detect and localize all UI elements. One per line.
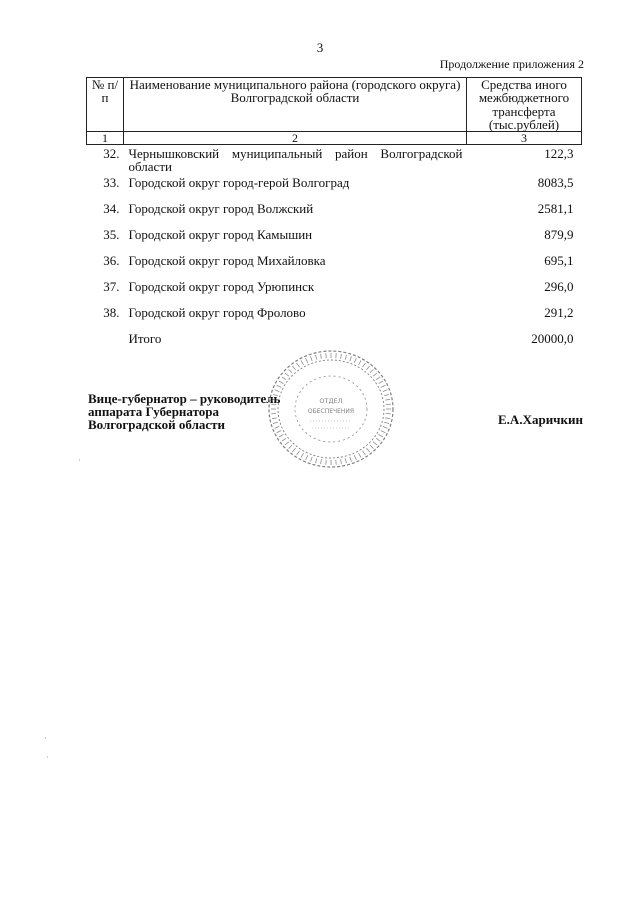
seal-ring-mark [289,445,293,449]
table-row [87,145,582,177]
row-number: 36. [103,253,120,268]
row-number: 33. [103,175,120,190]
row-amount: 879,9 [544,227,574,242]
row-amount: 296,0 [544,279,574,294]
signatory-name: Е.А.Харичкин [498,412,583,427]
seal-ring-mark [301,453,304,457]
seal-ring-mark [363,363,366,367]
seal-ring-mark [379,381,383,384]
seal-ring-mark [292,366,295,370]
seal-ring-mark [282,377,286,380]
signatory-position [88,392,280,431]
row-number: 38. [103,305,120,320]
row-amount: 695,1 [544,253,574,268]
seal-ring-mark [384,422,389,423]
seal-ring-mark [366,448,369,452]
seal-text-line1: ОТДЕЛ [319,397,343,405]
seal-ring-mark [321,354,322,359]
signatory-position-line: Вице-губернатор – руководитель [88,391,281,406]
header-number: № п/п [87,78,124,132]
total-amount: 20000,0 [531,331,574,346]
seal-ring-mark [306,455,308,460]
seal-ring-mark [354,358,356,363]
table-row [87,202,582,228]
row-municipality: Чернышковский муниципальный район Волгоградской области [128,146,463,175]
seal-ring-mark [370,369,374,373]
seal-ring-mark [373,373,377,376]
seal-ring-mark [359,453,362,457]
seal-ring-mark [297,451,300,455]
seal-ring-mark [350,457,352,462]
seal-ring-mark [301,361,304,365]
allocation-table [86,77,582,358]
seal-ring-mark [316,355,317,360]
seal-ring-mark [373,442,377,445]
table-row [87,176,582,202]
seal-ring-mark [354,455,356,460]
table-row [87,228,582,254]
seal-ring-mark [345,355,346,360]
row-municipality: Городской округ город-герой Волгоград [128,175,350,190]
scan-speck: · [46,752,49,762]
row-number: 35. [103,227,120,242]
seal-ring-mark [285,442,289,445]
row-municipality: Городской округ город Фролово [128,305,306,320]
scan-speck: · [44,733,47,743]
row-amount: 291,2 [544,305,574,320]
column-number-3: 3 [467,132,582,145]
seal-ring-mark [385,399,390,400]
seal-text-line2: ОБЕСПЕЧЕНИЯ [307,408,355,415]
row-municipality: Городской округ город Волжский [128,201,314,216]
seal-ring-mark [311,457,313,462]
seal-ring-mark [366,366,369,370]
seal-ring-mark [311,356,313,361]
seal-ring-mark [282,438,286,441]
seal-ring-mark [376,438,380,441]
table-row [87,280,582,306]
seal-ring-mark [285,373,289,376]
seal-ring-mark [341,354,342,359]
seal-ring-mark [316,458,317,463]
appendix-continuation-note: Продолжение приложения 2 [439,57,584,71]
seal-ring-mark [379,435,383,438]
seal-ring-mark [386,404,391,405]
row-number: 34. [103,201,120,216]
seal-ring-mark [359,361,362,365]
column-number-1: 1 [87,132,124,145]
row-municipality: Городской округ город Михайловка [128,253,326,268]
row-municipality: Городской округ город Урюпинск [128,279,315,294]
seal-ring-mark [345,458,346,463]
seal-ring-mark [341,459,342,464]
seal-ring-mark [277,385,282,387]
seal-ring-mark [386,413,391,414]
row-number: 37. [103,279,120,294]
seal-ring-mark [289,369,293,373]
row-municipality: Городской округ город Камышин [128,227,313,242]
row-amount: 8083,5 [537,175,574,190]
signatory-position-line: аппарата Губернатора [88,404,220,419]
table-row [87,306,582,332]
seal-ring-mark [385,418,390,419]
total-label: Итого [128,331,162,346]
signatory-position-line: Волгоградской области [88,417,226,432]
seal-ring-mark [381,385,386,387]
table-row [87,254,582,280]
seal-ring-mark [306,358,308,363]
row-number: 32. [103,146,120,161]
seal-ring-mark [321,459,322,464]
seal-ring-mark [383,426,388,428]
seal-ring-mark [384,395,389,396]
seal-ring-mark [363,451,366,455]
seal-ring-mark [376,377,380,380]
seal-ring-mark [350,356,352,361]
seal-ring-mark [381,431,386,433]
seal-ring-mark [297,363,300,367]
page-number: 3 [316,40,324,55]
row-amount: 122,3 [544,146,574,161]
row-amount: 2581,1 [537,201,574,216]
header-municipality: Наименование муниципального района (городского округа) Волгоградской области [124,78,467,132]
seal-ring-mark [279,381,283,384]
seal-ring-mark [370,445,374,449]
header-amount: Средства иного межбюджетного трансферта (тыс.рублей) [467,78,582,132]
scan-speck: · [78,455,81,465]
seal-ring-mark [292,448,295,452]
official-seal [266,347,396,472]
seal-ring-mark [383,390,388,392]
column-number-2: 2 [124,132,467,145]
seal-ring-mark [279,435,283,438]
